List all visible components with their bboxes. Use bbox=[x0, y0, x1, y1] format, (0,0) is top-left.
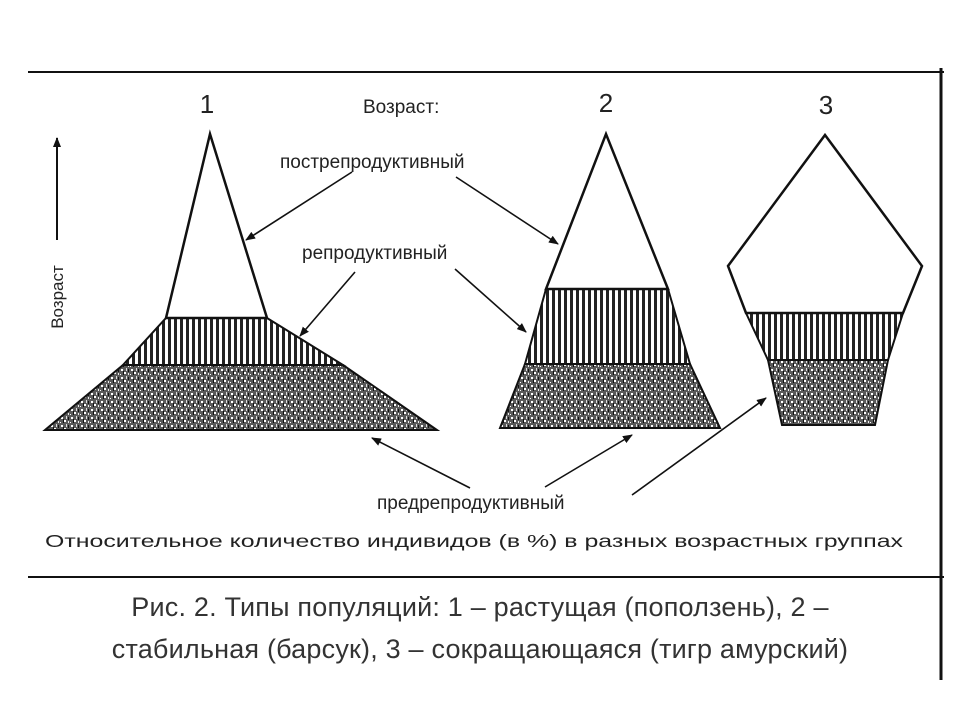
pyramid-3-reproductive-layer bbox=[746, 313, 903, 360]
pyramid-1-growing bbox=[45, 134, 437, 430]
y-axis bbox=[48, 138, 67, 329]
x-axis-label: Относительное количество индивидов (в %) в разных возрастных группах bbox=[45, 531, 904, 551]
postreproductive-label: пострепродуктивный bbox=[280, 152, 465, 173]
pyramid-2-reproductive-layer bbox=[525, 289, 690, 364]
pyramid-2-number: 2 bbox=[598, 88, 614, 118]
pyramid-3-postreproductive-layer bbox=[728, 135, 922, 313]
pyramid-3-number: 3 bbox=[818, 90, 834, 120]
pyramid-2-prereproductive-layer bbox=[500, 364, 720, 428]
reproductive-label: репродуктивный bbox=[302, 243, 448, 264]
arrow-pre-to-pyramid-1 bbox=[372, 438, 470, 488]
pyramid-2-postreproductive-layer bbox=[546, 134, 668, 289]
pyramid-3-prereproductive-layer bbox=[768, 360, 888, 425]
prereproductive-label: предрепродуктивный bbox=[377, 493, 565, 514]
pyramid-1-number: 1 bbox=[199, 89, 215, 119]
caption-line-1: Рис. 2. Типы популяций: 1 – растущая (поползень), 2 – bbox=[131, 592, 829, 622]
arrow-pre-to-pyramid-2 bbox=[545, 435, 632, 487]
pyramid-3-declining bbox=[728, 135, 922, 425]
figure-caption bbox=[0, 586, 960, 670]
arrow-repro-to-pyramid-1 bbox=[300, 272, 355, 336]
pyramid-2-stable bbox=[500, 134, 720, 428]
age-header-label: Возраст: bbox=[363, 97, 440, 118]
y-axis-label: Возраст bbox=[48, 265, 67, 329]
arrow-repro-to-pyramid-2 bbox=[455, 269, 526, 332]
arrow-post-to-pyramid-2 bbox=[456, 177, 558, 244]
pyramid-1-postreproductive-layer bbox=[166, 134, 267, 318]
pointer-arrows bbox=[246, 172, 766, 495]
caption-line-2: стабильная (барсук), 3 – сокращающаяся (тигр амурский) bbox=[111, 634, 849, 664]
pyramid-1-prereproductive-layer bbox=[45, 365, 437, 430]
arrow-post-to-pyramid-1 bbox=[246, 172, 352, 240]
